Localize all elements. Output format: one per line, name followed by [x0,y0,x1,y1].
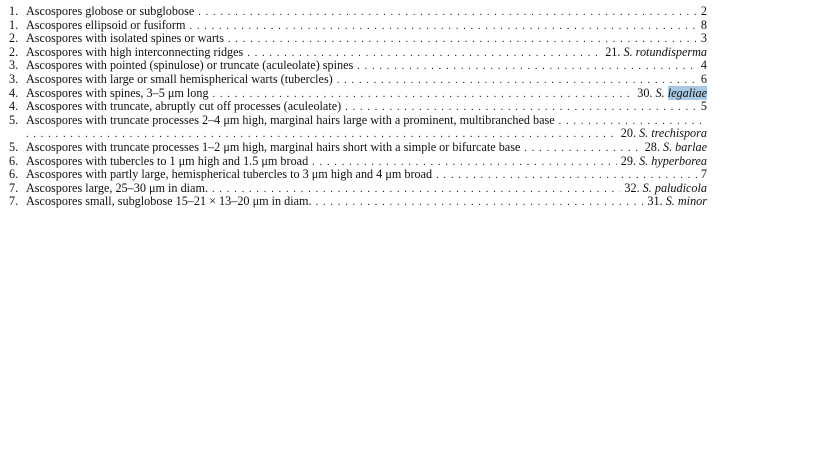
lead-target: 3 [700,31,707,46]
key-line [9,46,707,60]
dot-leader [357,60,697,74]
couplet-number: 5. [9,139,19,154]
lead-target: 31. S. minor [647,194,707,209]
key-line [9,182,707,196]
dot-leader [198,6,697,20]
couplet-number: 3. [9,58,19,73]
key-line [9,114,707,128]
couplet-text: Ascospores small, subglobose 15–21 × 13–20 μm in diam. [26,194,312,209]
key-line [9,168,707,182]
lead-target: 20. S. trechispora [620,126,707,141]
lead-target: 6 [700,71,707,86]
couplet-number: 6. [9,153,19,168]
selected-text-highlight[interactable]: legaliae [667,85,707,100]
couplet-text: Ascospores ellipsoid or fusiform [26,17,186,32]
key-line [9,32,707,46]
couplet-text: Ascospores with partly large, hemispherical tubercles to 3 μm high and 4 μm broad [26,167,433,182]
couplet-text: Ascospores with tubercles to 1 μm high and 1.5 μm broad [26,153,309,168]
lead-target: 2 [700,4,707,18]
identification-key [9,5,707,209]
couplet-number: 7. [9,194,19,209]
couplet-number: 7. [9,180,19,195]
key-line [9,5,707,19]
key-line [9,195,707,209]
couplet-number: 4. [9,99,19,114]
couplet-text: Ascospores with truncate processes 1–2 μm high, marginal hairs short with a simple or bifurcate base [26,139,521,154]
lead-target: 30. S. legaliae [637,85,707,100]
lead-target: 5 [700,99,707,114]
couplet-number: 3. [9,71,19,86]
couplet-text: Ascospores with spines, 3–5 μm long [26,85,209,100]
key-line [9,19,707,33]
couplet-number: 4. [9,85,19,100]
couplet-text: Ascospores with truncate processes 2–4 μm high, marginal hairs large with a prominent, multibranched base [26,112,555,127]
couplet-text: Ascospores large, 25–30 μm in diam. [26,180,208,195]
lead-target: 32. S. paludicola [624,180,707,195]
key-line [9,87,707,101]
couplet-number: 2. [9,44,19,59]
couplet-text: Ascospores with truncate, abruptly cut off processes (aculeolate) [26,99,342,114]
key-line [9,59,707,73]
lead-target: 8 [700,17,707,32]
couplet-number: 1. [9,4,19,18]
couplet-text: Ascospores with isolated spines or warts [26,31,225,46]
couplet-text: Ascospores with high interconnecting ridges [26,44,244,59]
key-line [9,155,707,169]
couplet-number: 2. [9,31,19,46]
lead-target: 29. S. hyperborea [620,153,707,168]
lead-target: 7 [700,167,707,182]
key-line [9,141,707,155]
key-line-continuation [9,127,707,141]
couplet-text: Ascospores globose or subglobose [26,4,195,18]
lead-target: 21. S. rotundisperma [605,44,707,59]
couplet-number: 1. [9,17,19,32]
key-line [9,100,707,114]
dot-leader [189,20,696,34]
couplet-number: 6. [9,167,19,182]
couplet-text: Ascospores with large or small hemispherical warts (tubercles) [26,71,333,86]
couplet-text: Ascospores with pointed (spinulose) or truncate (aculeolate) spines [26,58,354,73]
lead-target: 28. S. barlae [644,139,707,154]
key-line [9,73,707,87]
dot-leader [316,196,644,210]
couplet-number: 5. [9,112,19,127]
lead-target: 4 [700,58,707,73]
